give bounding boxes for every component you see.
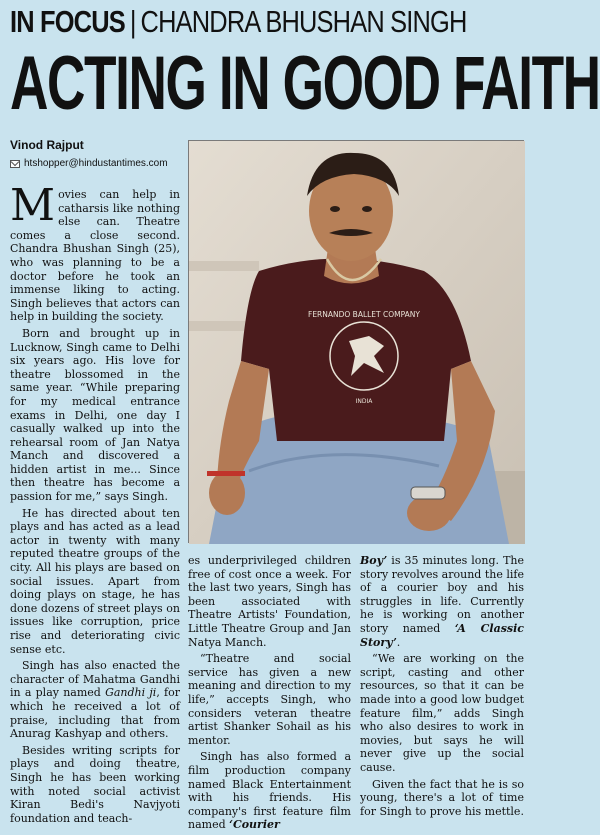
article-column-1 [10,180,181,828]
shirt-logo-subtext: INDIA [355,398,373,405]
byline-author: Vinod Rajput [10,138,84,152]
paragraph: He has directed about ten plays and has acted as a lead actor in twenty with many reputed theatre groups of the city. All his plays are based on social issues. Apart from doing plays on stage, he has done dozens of street plays on issues like corruption, price rise and deteriorating civic sense etc. [10,506,180,656]
wall-step-2 [189,321,249,331]
film-title-end: Boy’ [360,554,388,567]
shirt-logo-text: FERNANDO BALLET COMPANY [308,310,420,319]
story-title: ‘A Classic Story’ [360,621,524,649]
article-column-2 [188,554,351,835]
paragraph: es underprivileged children free of cost once a week. For the last two years, Singh has been associated with Theatre Artists' Foundation, Little Theatre Group and Jan Natya Manch. [188,554,351,649]
right-eye [362,206,372,212]
kicker-separator: | [129,4,136,39]
left-eye [330,206,340,212]
paragraph: Singh has also enacted the character of Mahatma Gandhi in a play named Gandhi ji, for which he received a lot of praise, including that from Anurag Kashyap and others. [10,659,181,741]
mail-icon [10,160,20,168]
wall-step [189,261,259,271]
paragraph: “Theatre and social service has given a new meaning and direction to my life,” accepts Singh, who considers veteran theatre artist Shanker Sohail as his mentor. [188,652,351,747]
paragraph: Singh has also formed a film production company named Black Entertainment with his friends. His company's first feature film named ‘Courier [188,750,351,832]
byline-email[interactable] [10,158,168,169]
email-text: htshopper@hindustantimes.com [24,158,168,169]
header [0,0,600,128]
paragraph: “We are working on the script, casting and other resources, so that it can be made into a good low budget feature film,” adds Singh who also desires to work in movies, but says he will never give up the social cause. [360,652,524,774]
paragraph: Besides writing scripts for plays and doing theatre, Singh he has been working with noted social activist Kiran Bedi's Navjyoti foundation and teach- [10,743,180,825]
paragraph: Born and brought up in Lucknow, Singh came to Delhi six years ago. His love for theatre blossomed in the same year. “While preparing for my medical entrance exams in Delhi, one day I casually walked up into the rehearsal room of Jan Natya Manch and discovered a hidden artist in me... Since then theatre has become a passion for me,” says Singh. [10,326,180,504]
paragraph: Movies can help in catharsis like nothing else can. Theatre comes a close second. Chandra Bhushan Singh (25), who was planning to be a doctor before he took an immense liking to acting. Singh believes that actors can help in building the society. [10,180,180,324]
paragraph: Given the fact that he is so young, there's a lot of time for Singh to prove his mettle. [360,777,524,818]
kicker-section: IN FOCUS [10,4,125,39]
paragraph: Boy’ is 35 minutes long. The story revolves around the life of a courier boy and his struggles in life. Currently he is working on another story named ‘A Classic Story’. [360,554,524,649]
play-title: Gandhi ji [105,686,157,700]
headline: ACTING IN GOOD FAITH [10,41,600,126]
kicker [10,4,467,42]
article-page [0,128,534,832]
film-title: ‘Courier [229,818,280,832]
wrist-band [207,471,245,476]
wrist-watch [411,487,445,499]
portrait-illustration [189,141,525,544]
right-hand [407,495,451,531]
drop-cap: M [10,180,56,231]
portrait-photo [188,140,524,543]
left-hand [209,471,245,515]
article-column-3 [360,554,524,821]
kicker-name: CHANDRA BHUSHAN SINGH [140,4,467,39]
